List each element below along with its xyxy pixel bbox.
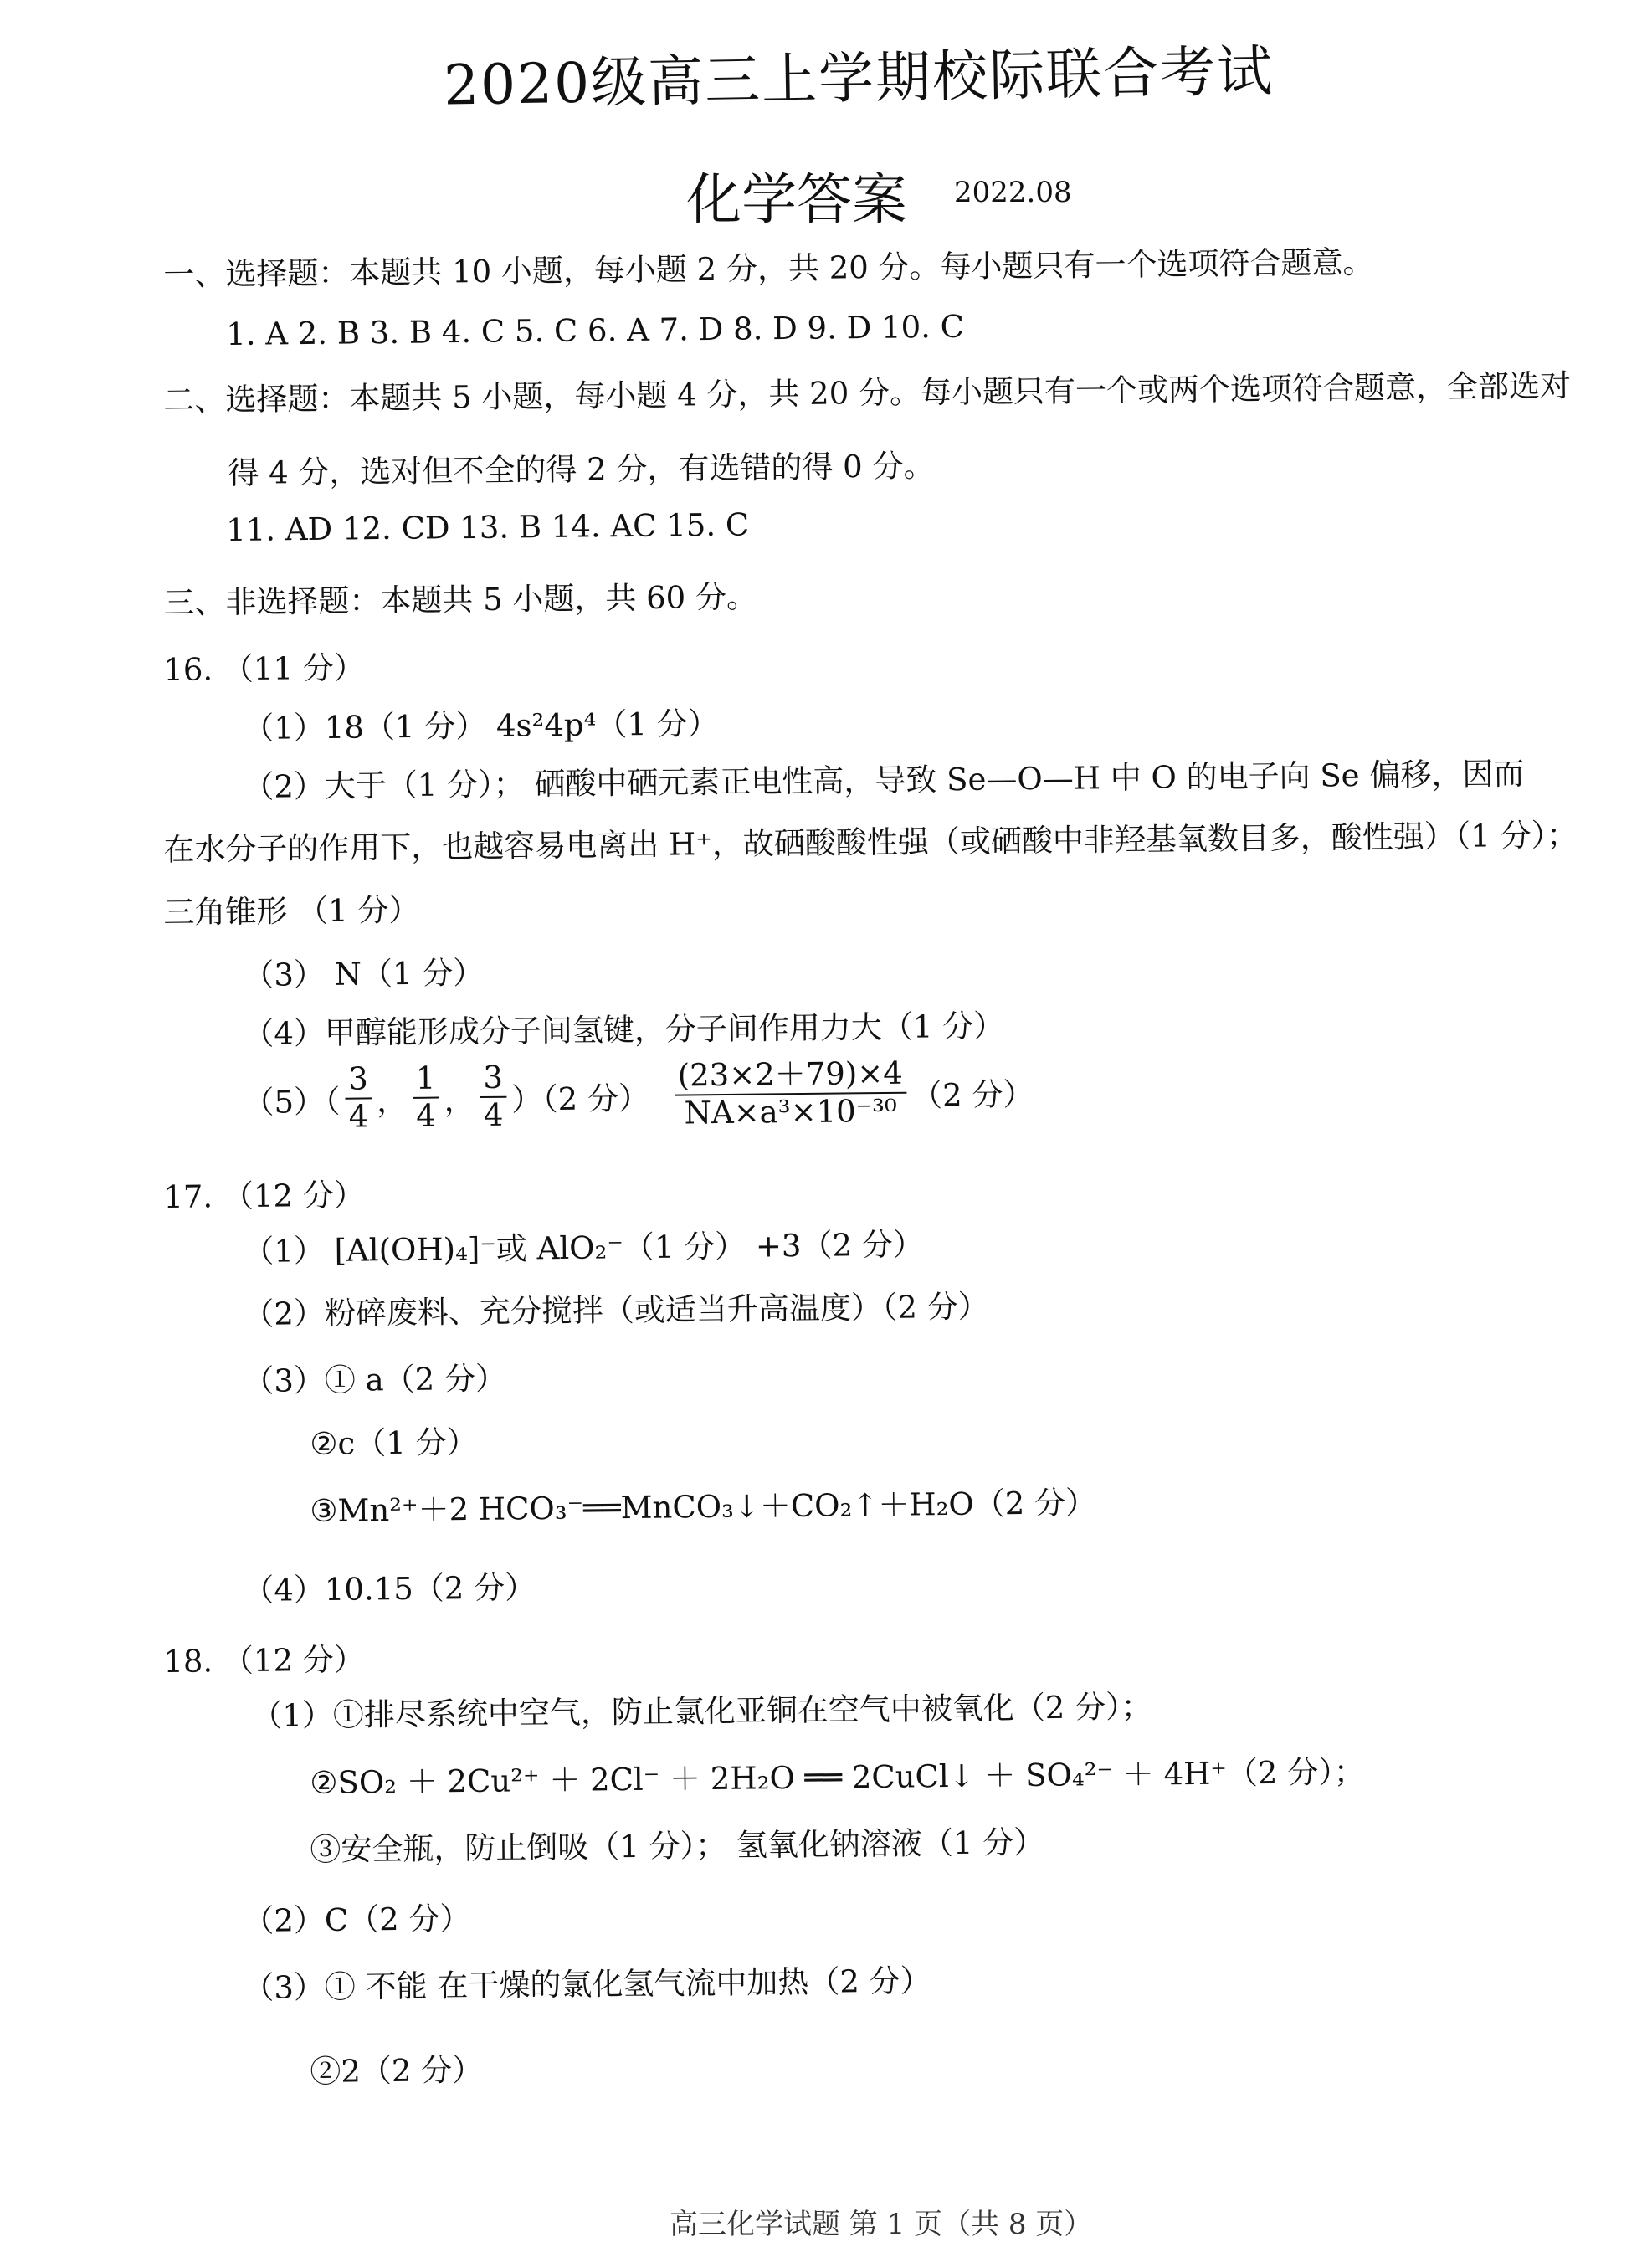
coord-fraction-2: $\frac{1}{4}$ — [413, 1061, 439, 1134]
exam-date: 2022.08 — [954, 176, 1072, 209]
q16-part5-prefix: （5）（ — [243, 1083, 341, 1121]
q17-label: 17. （12 分） — [163, 1177, 365, 1215]
q17-part4: （4）10.15（2 分） — [243, 1569, 536, 1608]
q16-part4: （4）甲醇能形成分子间氢键，分子间作用力大（1 分） — [243, 1008, 1005, 1052]
q18-label: 18. （12 分） — [163, 1641, 365, 1680]
q16-part2-line2: 在水分子的作用下，也越容易电离出 H⁺，故硒酸酸性强（或硒酸中非羟基氧数目多，酸性强）（1 分）； — [163, 817, 1578, 868]
q16-part1: （1）18（1 分） 4s²4p⁴（1 分） — [243, 705, 719, 746]
coord-fraction-3: $\frac{3}{4}$ — [480, 1060, 506, 1133]
q16-part3: （3） N（1 分） — [243, 954, 485, 993]
q18-part1c: ③安全瓶，防止倒吸（1 分）； 氢氧化钠溶液（1 分） — [310, 1824, 1045, 1868]
q18-part1b-equation: ②SO₂ ＋ 2Cu²⁺ ＋ 2Cl⁻ ＋ 2H₂O ══ 2CuCl↓ ＋ SO₄²⁻ ＋ 4H⁺（2 分）； — [310, 1753, 1365, 1801]
q16-part5-suffix: （2 分） — [911, 1075, 1034, 1114]
q17-part3b: ②c（1 分） — [310, 1424, 478, 1462]
q17-part3a: （3）① a（2 分） — [243, 1360, 507, 1399]
page-subtitle: 化学答案 — [686, 167, 907, 232]
q16-part5: （5）（ $\frac{3}{4}$ ， $\frac{1}{4}$ ， $\frac{3}{4}$ ）（2 分） $\frac{(23\times 2+79)\times 4}{\text{NA×a³×10⁻³⁰}}$ （2 分） — [243, 1054, 1034, 1135]
q17-part2: （2）粉碎废料、充分搅拌（或适当升高温度）（2 分） — [243, 1288, 989, 1332]
section-1-heading: 一、选择题：本题共 10 小题，每小题 2 分，共 20 分。每小题只有一个选项符合题意。 — [163, 244, 1374, 293]
coord-fraction-1: $\frac{3}{4}$ — [345, 1061, 372, 1134]
q18-part1a: （1）①排尽系统中空气，防止氯化亚铜在空气中被氧化（2 分）； — [251, 1688, 1152, 1734]
density-formula: $\frac{(23\times 2+79)\times 4}{\text{NA×a³×10⁻³⁰}}$ — [674, 1056, 906, 1131]
q18-part2: （2）C（2 分） — [243, 1901, 471, 1939]
q18-part3b: ②2（2 分） — [310, 2051, 484, 2090]
section-3-heading: 三、非选择题：本题共 5 小题，共 60 分。 — [163, 578, 758, 621]
page-title: 2020级高三上学期校际联合考试 — [443, 38, 1275, 118]
q16-part5-mid: ）（2 分） — [510, 1080, 650, 1118]
q16-label: 16. （11 分） — [163, 649, 365, 688]
q18-part3a: （3）① 不能 在干燥的氯化氢气流中加热（2 分） — [243, 1962, 931, 2006]
section-1-answers: 1. A 2. B 3. B 4. C 5. C 6. A 7. D 8. D 9. D 10. C — [226, 308, 965, 352]
q17-part3c-equation: ③Mn²⁺＋2 HCO₃⁻══MnCO₃↓＋CO₂↑＋H₂O（2 分） — [310, 1485, 1097, 1529]
q17-part1: （1） [Al(OH)₄]⁻或 AlO₂⁻（1 分） +3（2 分） — [243, 1226, 924, 1270]
section-2-heading-line2: 得 4 分，选对但不全的得 2 分，有选错的得 0 分。 — [228, 448, 935, 491]
section-2-answers: 11. AD 12. CD 13. B 14. AC 15. C — [226, 506, 750, 548]
q16-part2-line1: （2）大于（1 分）； 硒酸中硒元素正电性高，导致 Se—O—H 中 O 的电子向 Se 偏移，因而 — [243, 755, 1525, 805]
q16-part2-line3: 三角锥形 （1 分） — [163, 891, 420, 931]
page-footer: 高三化学试题 第 1 页（共 8 页） — [670, 2208, 1093, 2241]
section-2-heading-line1: 二、选择题：本题共 5 小题，每小题 4 分，共 20 分。每小题只有一个或两个选项符合题意，全部选对 — [163, 367, 1572, 418]
